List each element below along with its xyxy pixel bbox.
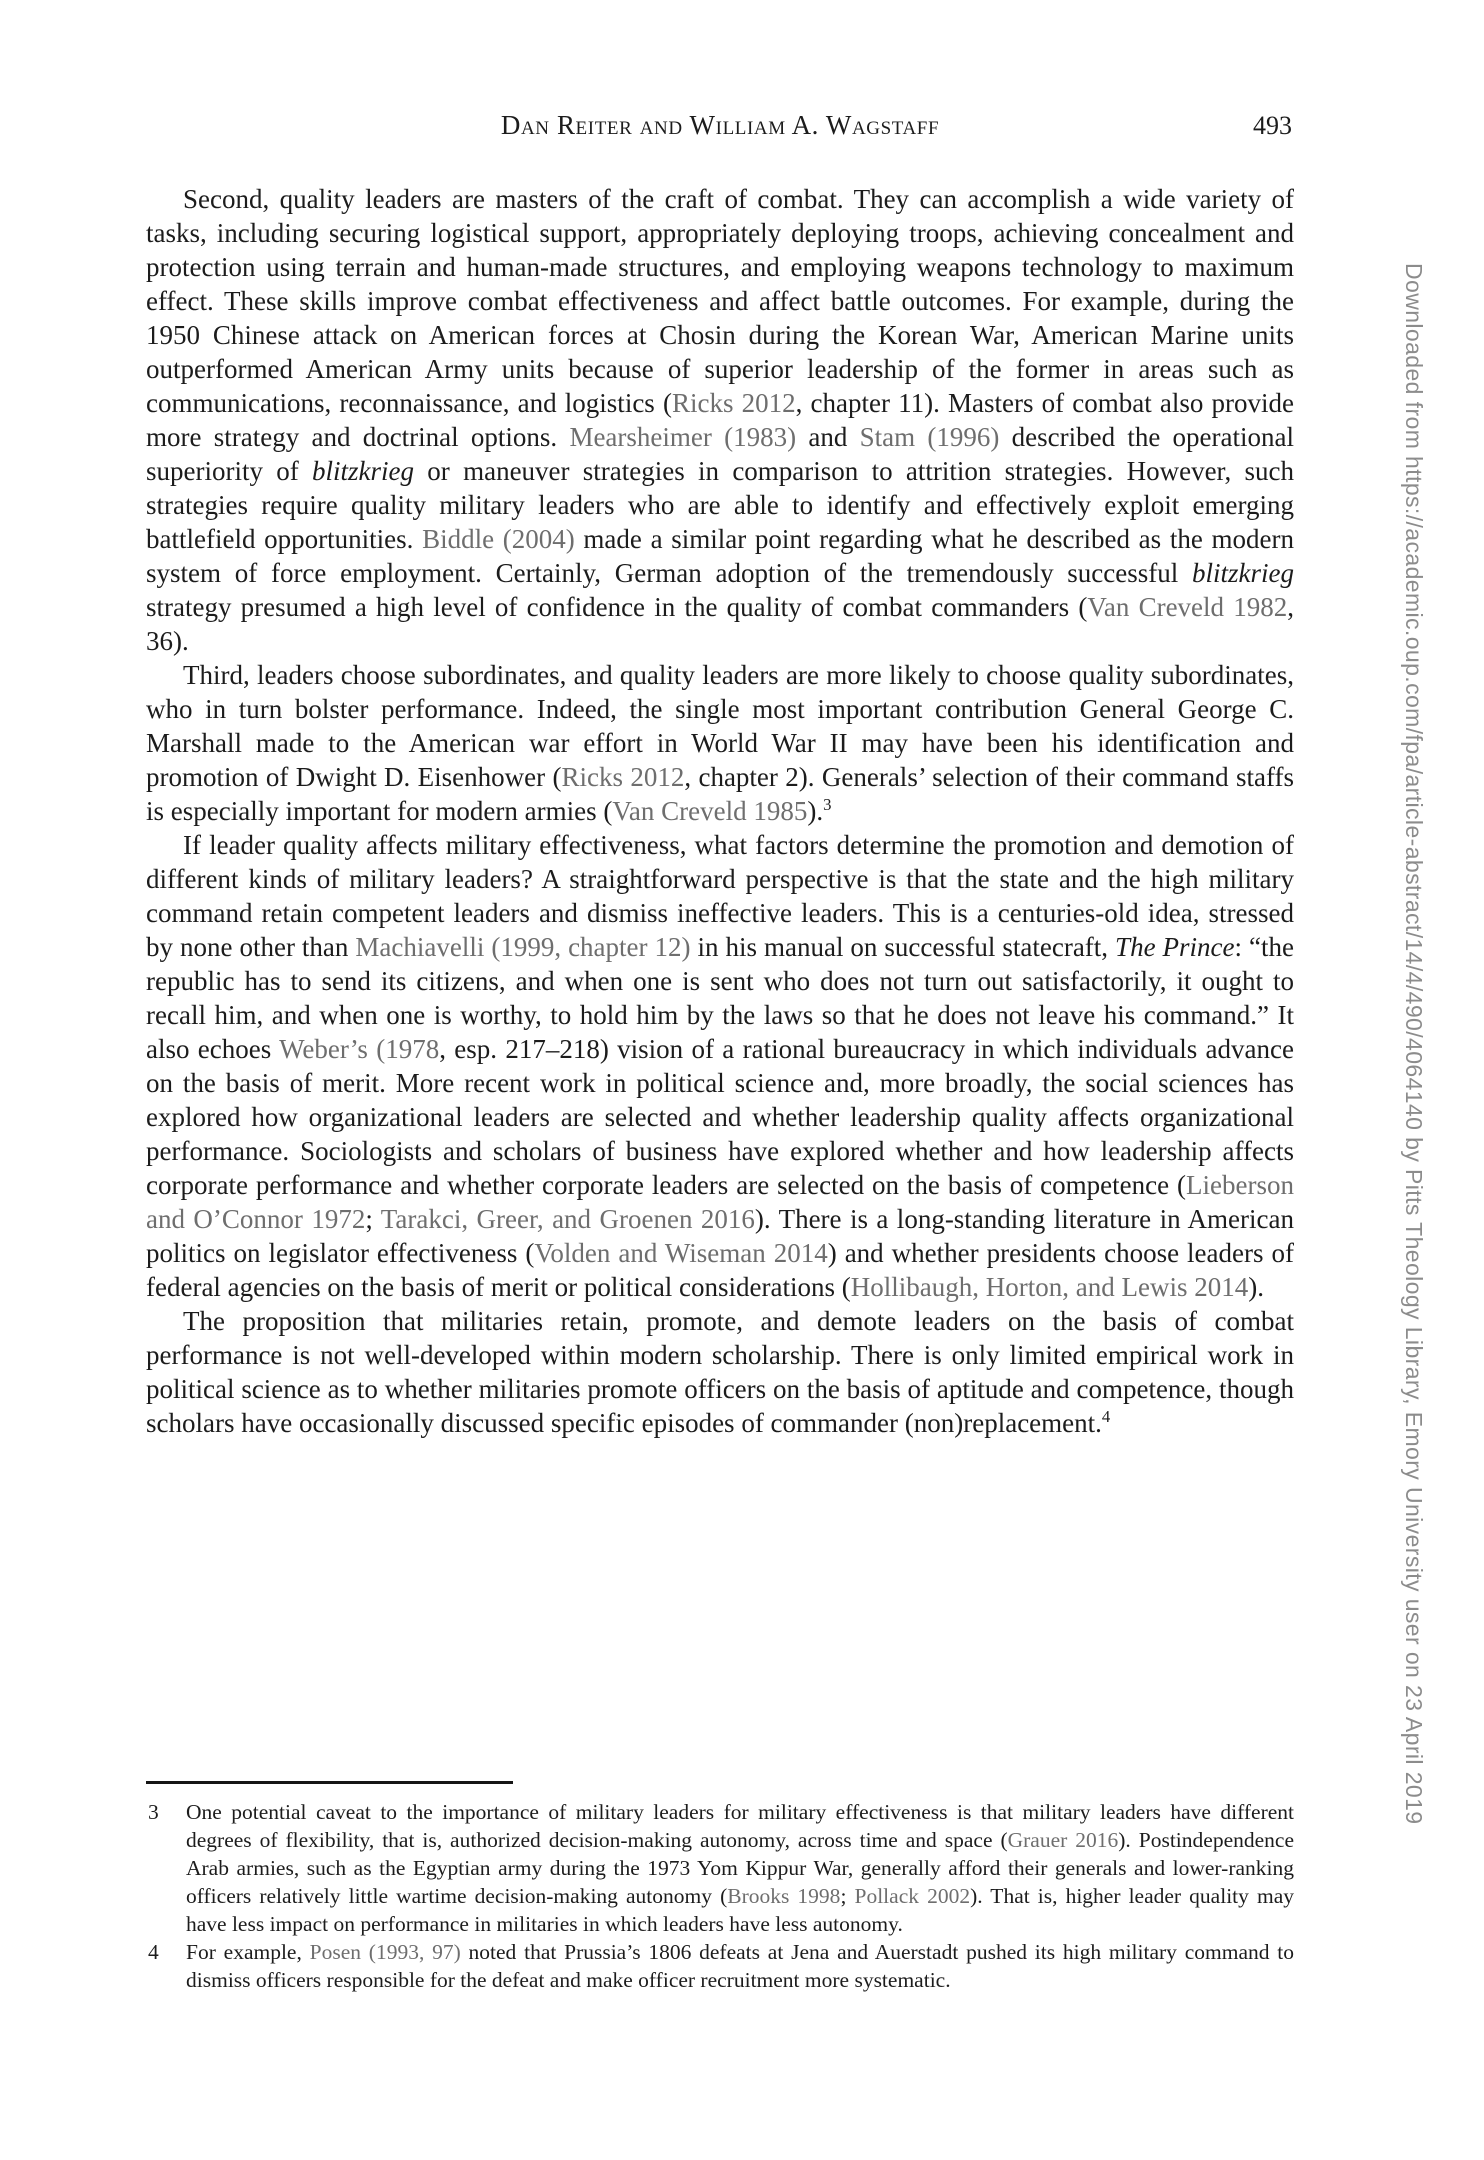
article-body — [146, 182, 1294, 1440]
paragraph-1 — [146, 182, 1294, 658]
citation-link[interactable]: Machiavelli (1999, chapter 12) — [355, 932, 691, 962]
page-header — [146, 110, 1294, 150]
citation-link[interactable]: Grauer 2016 — [1007, 1828, 1119, 1852]
text-run: made a similar point regarding what he described as the modern system of force employment. Certainly, German adoption of the tremendously successful — [146, 524, 1294, 588]
footnote-3 — [146, 1798, 1294, 1938]
text-run: Third, leaders choose subordinates, and quality leaders are more likely to choose quality subordinates, who in turn bolster performance. Indeed, the single most important contribution General George C. Marshall made to the American war effort in World War II may have been his identification and promotion of Dwight D. Eisenhower ( — [146, 660, 1294, 792]
paragraph-2 — [146, 658, 1294, 828]
footnote-separator — [146, 1781, 513, 1784]
text-run: For example, — [186, 1940, 310, 1964]
citation-link[interactable]: Mearsheimer (1983) — [569, 422, 797, 452]
text-run: ; — [840, 1884, 855, 1908]
footnote-ref[interactable]: 4 — [1101, 1407, 1111, 1426]
page-number: 493 — [1253, 111, 1292, 140]
citation-link[interactable]: Biddle (2004) — [422, 524, 575, 554]
text-run: ) and whether presidents choose leaders of federal agencies on the basis of merit or political considerations ( — [146, 1238, 1294, 1302]
italic-term: The Prince — [1115, 932, 1235, 962]
text-run: ). — [1248, 1272, 1264, 1302]
text-run: Second, quality leaders are masters of the craft of combat. They can accomplish a wide variety of tasks, including securing logistical support, appropriately deploying troops, achieving concealment and protection using terrain and human-made structures, and employing weapons technology to maximum effect. These skills improve combat effectiveness and affect battle outcomes. For example, during the 1950 Chinese attack on American forces at Chosin during the Korean War, American Marine units outperformed American Army units because of superior leadership of the former in areas such as communications, reconnaissance, and logistics ( — [146, 184, 1294, 418]
citation-link[interactable]: Posen (1993, 97) — [309, 1940, 461, 1964]
text-run: ). — [807, 796, 824, 826]
citation-link[interactable]: Pollack 2002 — [854, 1884, 971, 1908]
text-run: , 36). — [146, 592, 1294, 656]
text-run: noted that Prussia’s 1806 defeats at Jena and Auerstadt pushed its high military command to dismiss officers responsible for the defeat and make officer recruitment more systematic. — [186, 1940, 1294, 1992]
text-run: The proposition that militaries retain, promote, and demote leaders on the basis of combat performance is not well-developed within modern scholarship. There is only limited empirical work in political science as to whether militaries promote officers on the basis of aptitude and competence, though scholars have occasionally discussed specific episodes of commander (non)replacement. — [146, 1306, 1294, 1438]
footnote-4 — [146, 1938, 1294, 1994]
citation-link[interactable]: Lieberson and O’Connor 1972 — [146, 1170, 1294, 1234]
text-run: ). Postindependence Arab armies, such as the Egyptian army during the 1973 Yom Kippur War, generally afford their generals and lower-ranking officers relatively little wartime decision-making autonomy ( — [186, 1828, 1294, 1908]
text-run: or maneuver strategies in comparison to attrition strategies. However, such strategies require quality military leaders who are able to identify and effectively exploit emerging battlefield opportunities. — [146, 456, 1294, 554]
citation-link[interactable]: Volden and Wiseman 2014 — [534, 1238, 828, 1268]
footnote-text — [186, 1940, 1294, 1992]
citation-link[interactable]: Van Creveld 1985 — [612, 796, 808, 826]
footnote-number[interactable]: 4 — [148, 1940, 159, 1964]
text-run: ; — [365, 1204, 381, 1234]
footnotes-list — [146, 1798, 1294, 1994]
citation-link[interactable]: Hollibaugh, Horton, and Lewis 2014 — [850, 1272, 1249, 1302]
citation-link[interactable]: Stam (1996) — [859, 422, 1000, 452]
footnote-text — [186, 1800, 1294, 1936]
running-head: Dan Reiter and William A. Wagstaff — [500, 110, 940, 140]
citation-link[interactable]: Brooks 1998 — [727, 1884, 841, 1908]
paragraph-3 — [146, 828, 1294, 1304]
text-run: in his manual on successful statecraft, — [690, 932, 1116, 962]
text-run: and — [796, 422, 860, 452]
text-run: described the operational superiority of — [146, 422, 1295, 486]
text-run: ). There is a long-standing literature in American politics on legislator effectiveness ( — [146, 1204, 1294, 1268]
text-run: ). That is, higher leader quality may have less impact on performance in militaries in which leaders have less autonomy. — [186, 1884, 1294, 1936]
text-run: strategy presumed a high level of confidence in the quality of combat commanders ( — [146, 592, 1088, 622]
citation-link[interactable]: Ricks 2012 — [561, 762, 685, 792]
italic-term: blitzkrieg — [1192, 558, 1294, 588]
download-watermark: Downloaded from https://academic.oup.com/fpa/article-abstract/14/4/490/4064140 by Pitts Theology Library, Emory University user on 23 April 2019 — [1401, 263, 1427, 1825]
text-run: One potential caveat to the importance of military leaders for military effectiveness is that military leaders have different degrees of flexibility, that is, authorized decision-making autonomy, across time and space ( — [186, 1800, 1294, 1852]
citation-link[interactable]: Tarakci, Greer, and Groenen 2016 — [380, 1204, 755, 1234]
citation-link[interactable]: Van Creveld 1982 — [1087, 592, 1288, 622]
italic-term: blitzkrieg — [312, 456, 415, 486]
footnote-number[interactable]: 3 — [148, 1800, 159, 1824]
paragraph-4 — [146, 1304, 1294, 1440]
text-run: , chapter 2). Generals’ selection of their command staffs is especially important for modern armies ( — [146, 762, 1294, 826]
citation-link[interactable]: Weber’s (1978 — [279, 1034, 440, 1064]
footnote-ref[interactable]: 3 — [823, 795, 832, 814]
text-run: If leader quality affects military effectiveness, what factors determine the promotion and demotion of different kinds of military leaders? A straightforward perspective is that the state and the high military command retain competent leaders and dismiss ineffective leaders. This is a centuries-old idea, stressed by none other than — [146, 830, 1294, 962]
text-run: : “the republic has to send its citizens, and when one is sent who does not turn out satisfactorily, it ought to recall him, and when one is worthy, to hold him by the laws so that he does not leave his command.” It also echoes — [146, 932, 1294, 1064]
text-run: , esp. 217–218) vision of a rational bureaucracy in which individuals advance on the basis of merit. More recent work in political science and, more broadly, the social sciences has explored how organizational leaders are selected and whether leadership quality affects organizational performance. Sociologists and scholars of business have explored whether and how leadership affects corporate performance and whether corporate leaders are selected on the basis of competence ( — [146, 1034, 1294, 1200]
citation-link[interactable]: Ricks 2012 — [671, 388, 796, 418]
text-run: , chapter 11). Masters of combat also provide more strategy and doctrinal options. — [146, 388, 1294, 452]
